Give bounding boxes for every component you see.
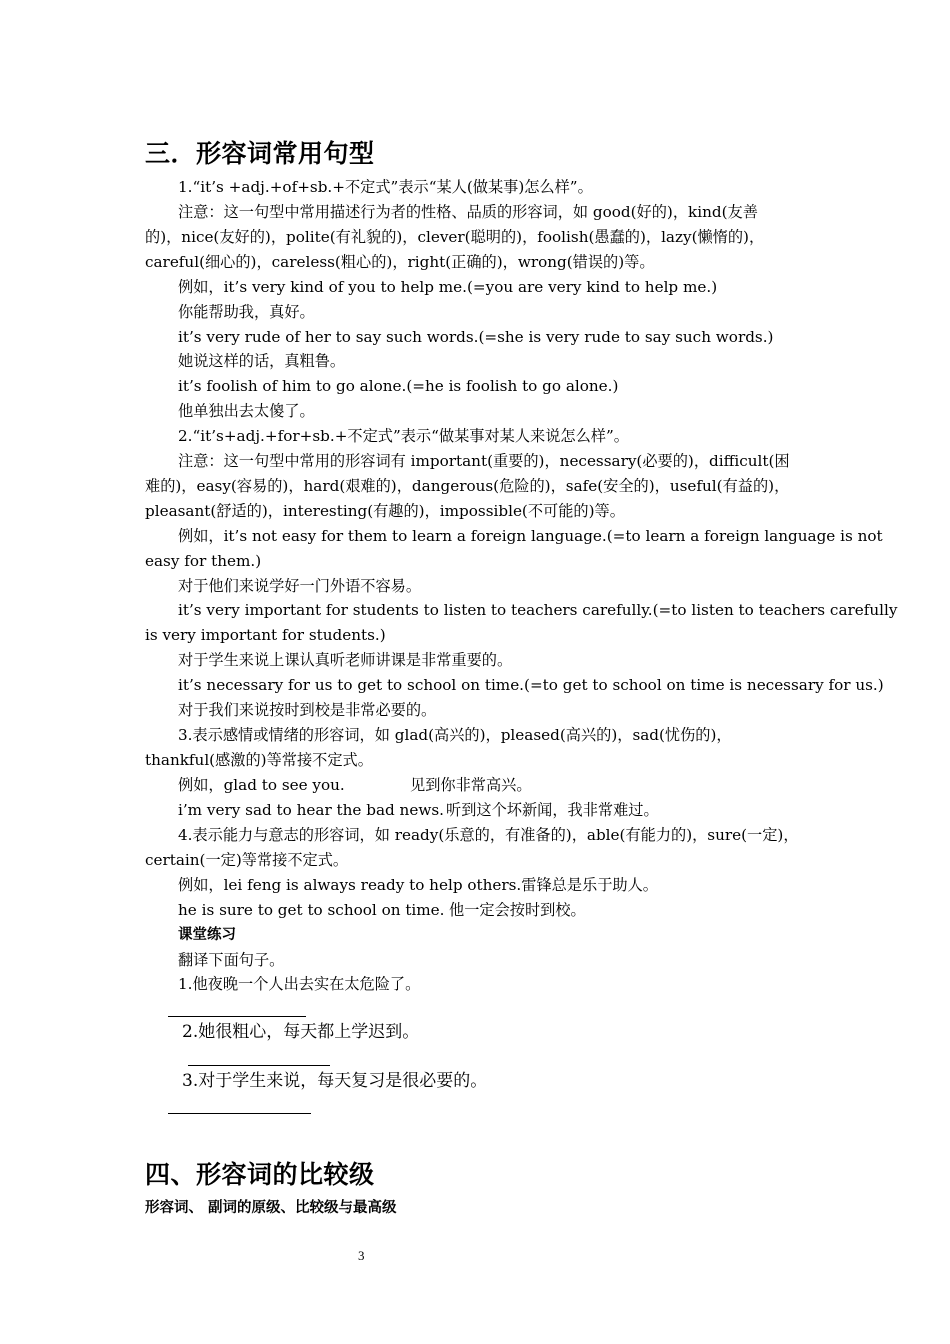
s3-line-23: thankful(感激的)等常接不定式。	[145, 751, 373, 769]
s3-line-22: 3.表示感情或情绪的形容词，如 glad(高兴的)，pleased(高兴的)，sad(忧伤的)，	[178, 726, 732, 744]
s3-line-0: 1.“it’s +adj.+of+sb.+不定式”表示“某人(做某事)怎么样”。	[178, 178, 593, 196]
practice-q3: 3.对于学生来说，每天复习是很必要的。	[182, 1071, 488, 1091]
s3-line-20: it’s necessary for us to get to school on time.(=to get to school on time is necessary for us.)	[178, 676, 884, 694]
section4-subtitle: 形容词、 副词的原级、比较级与最高级	[145, 1200, 397, 1216]
s3-line-10: 2.“it’s+adj.+for+sb.+不定式”表示“做某事对某人来说怎么样”。	[178, 427, 629, 445]
answer-blank-2[interactable]	[188, 1065, 330, 1066]
point4-line1: 4.表示能力与意志的形容词，如 ready(乐意的，有准备的)，able(有能力的)，sure(一定)，	[178, 826, 799, 844]
example-4b-en: he is sure to get to school on time.	[178, 901, 445, 919]
practice-q1: 1.他夜晚一个人出去实在太危险了。	[178, 975, 421, 993]
answer-blank-1[interactable]	[168, 1016, 306, 1017]
example-3a-en: 例如，glad to see you.	[178, 776, 345, 794]
section3-title: 三．形容词常用句型	[145, 139, 375, 168]
practice-instruction: 翻译下面句子。	[178, 951, 285, 969]
s3-line-1: 注意：这一句型中常用描述行为者的性格、品质的形容词，如 good(好的)，kind(友善	[178, 203, 758, 221]
answer-blank-3[interactable]	[168, 1113, 311, 1114]
s3-line-4: 例如，it’s very kind of you to help me.(=you are very kind to help me.)	[178, 278, 718, 296]
s3-line-19: 对于学生来说上课认真听老师讲课是非常重要的。	[178, 651, 513, 669]
s3-line-16: 对于他们来说学好一门外语不容易。	[178, 577, 421, 595]
page-number: 3	[358, 1248, 365, 1263]
s3-line-9: 他单独出去太傻了。	[178, 402, 315, 420]
s3-line-7: 她说这样的话，真粗鲁。	[178, 352, 346, 370]
example-3b-zh: 听到这个坏新闻，我非常难过。	[446, 801, 659, 819]
example-3b-en: i’m very sad to hear the bad news.	[178, 801, 444, 819]
s3-line-21: 对于我们来说按时到校是非常必要的。	[178, 701, 437, 719]
s3-line-15: easy for them.)	[145, 552, 262, 570]
example-4a: 例如，lei feng is always ready to help others.雷锋总是乐于助人。	[178, 876, 658, 894]
s3-line-13: pleasant(舒适的)，interesting(有趣的)，impossible(不可能的)等。	[145, 502, 625, 520]
practice-heading: 课堂练习	[178, 927, 236, 943]
s3-line-2: 的)，nice(友好的)，polite(有礼貌的)，clever(聪明的)，foolish(愚蠢的)，lazy(懒惰的)，	[145, 228, 765, 246]
s3-line-12: 难的)，easy(容易的)，hard(艰难的)，dangerous(危险的)，safe(安全的)，useful(有益的)，	[145, 477, 790, 495]
practice-q2: 2.她很粗心，每天都上学迟到。	[182, 1022, 420, 1042]
point4-line2: certain(一定)等常接不定式。	[145, 851, 349, 869]
s3-line-6: it’s very rude of her to say such words.(=she is very rude to say such words.)	[178, 328, 774, 346]
s3-line-11: 注意：这一句型中常用的形容词有 important(重要的)，necessary(必要的)，difficult(困	[178, 452, 790, 470]
s3-line-14: 例如，it’s not easy for them to learn a foreign language.(=to learn a foreign language is not	[178, 527, 883, 545]
example-4b-zh: 他一定会按时到校。	[449, 901, 586, 919]
section4-title: 四、形容词的比较级	[145, 1160, 375, 1189]
s3-line-3: careful(细心的)，careless(粗心的)，right(正确的)，wrong(错误的)等。	[145, 253, 655, 271]
s3-line-18: is very important for students.)	[145, 626, 386, 644]
s3-line-5: 你能帮助我，真好。	[178, 303, 315, 321]
s3-line-17: it’s very important for students to listen to teachers carefully.(=to listen to teachers carefully	[178, 601, 898, 619]
example-3a-zh: 见到你非常高兴。	[410, 776, 532, 794]
s3-line-8: it’s foolish of him to go alone.(=he is foolish to go alone.)	[178, 377, 619, 395]
